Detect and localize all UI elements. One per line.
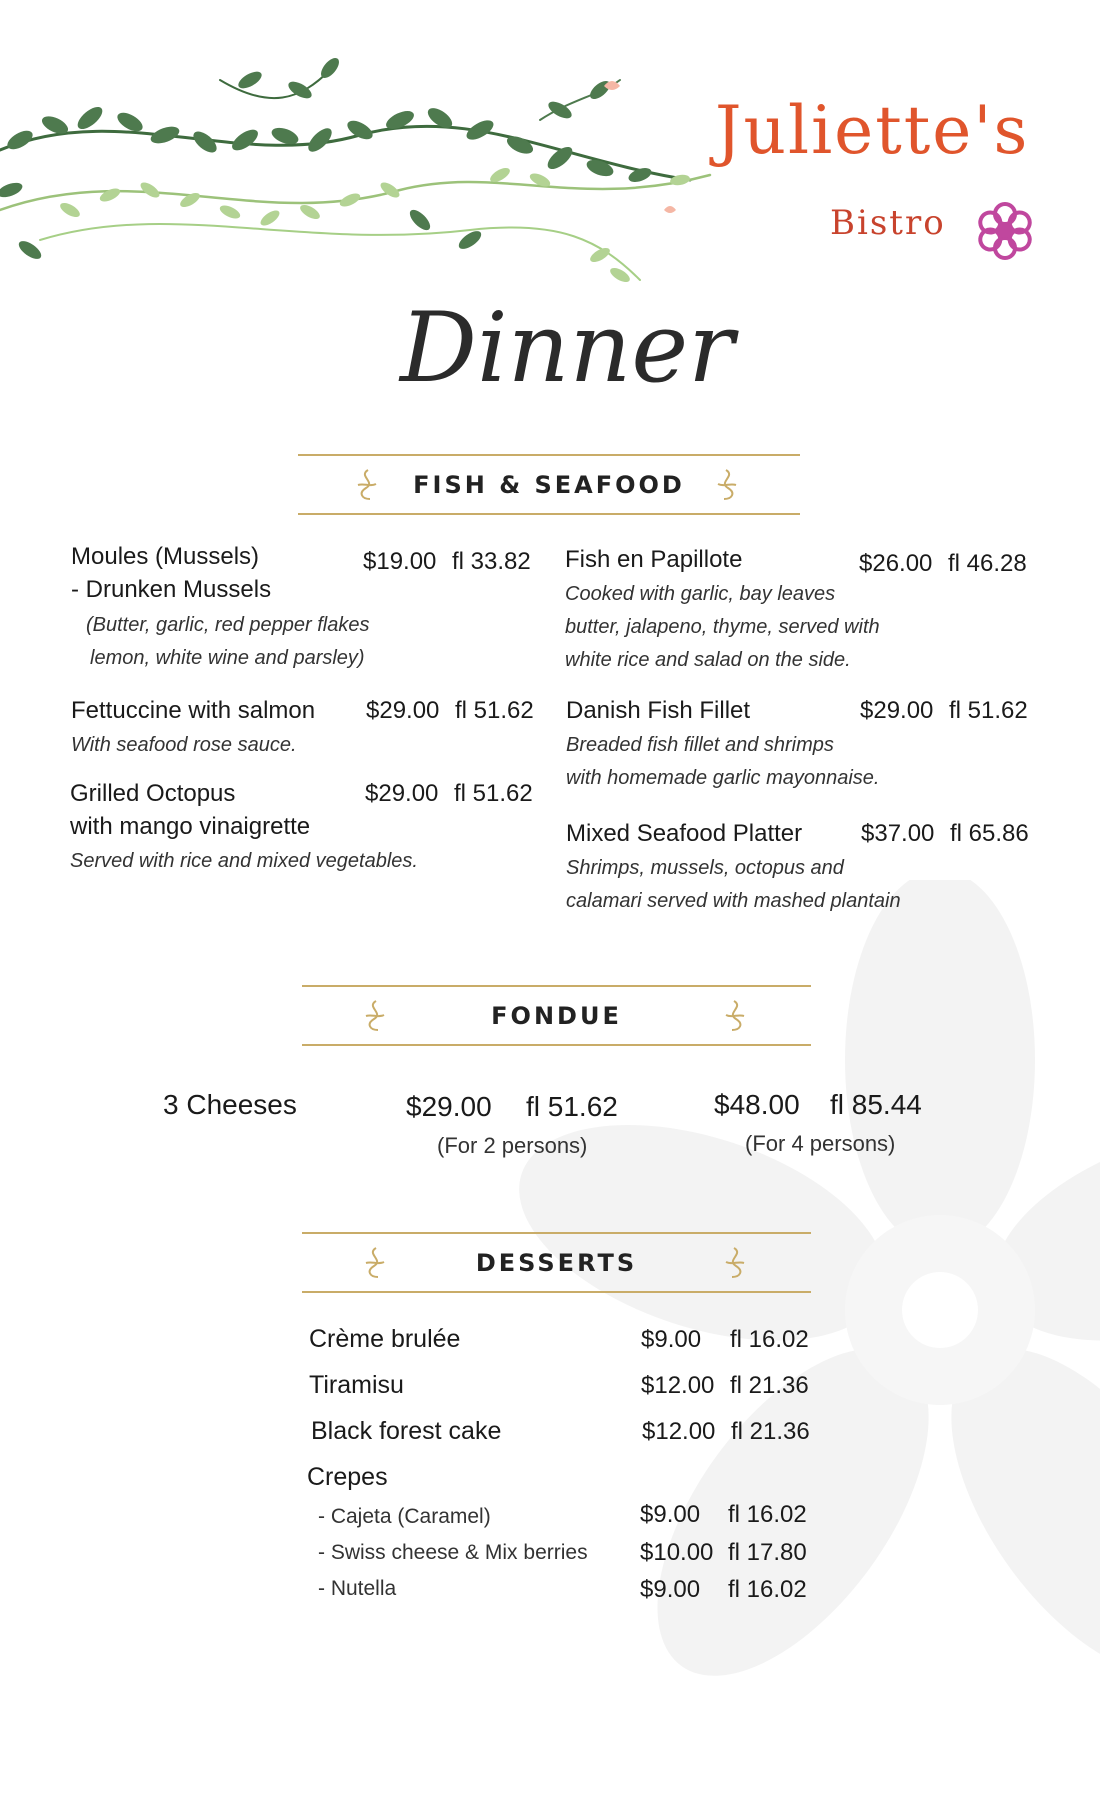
item-subname: - Drunken Mussels	[71, 576, 272, 603]
section-title-seafood: FISH & SEAFOOD	[413, 471, 685, 499]
price-fl: fl 51.62	[455, 697, 534, 724]
price-usd: $48.00	[714, 1089, 800, 1120]
price-fl: fl 51.62	[949, 697, 1028, 724]
price-usd: $37.00	[861, 820, 935, 847]
price-usd: $9.00	[640, 1576, 701, 1603]
brand-name: Juliette's	[715, 92, 1030, 169]
item-name: Crème brulée	[309, 1325, 461, 1353]
price-fl: fl 17.80	[728, 1539, 807, 1566]
price-fl: fl 16.02	[730, 1326, 809, 1353]
item-description: butter, jalapeno, thyme, served with	[565, 616, 880, 638]
price-fl: fl 21.36	[730, 1372, 809, 1399]
price-usd: $29.00	[406, 1091, 492, 1122]
price-fl: fl 65.86	[950, 820, 1029, 847]
item-description: Served with rice and mixed vegetables.	[70, 850, 418, 872]
item-name: Tiramisu	[309, 1371, 404, 1399]
flower-logo-icon	[972, 198, 1038, 264]
section-header-seafood	[298, 454, 800, 515]
price-fl: fl 51.62	[454, 780, 533, 807]
item-description: with homemade garlic mayonnaise.	[566, 767, 880, 789]
page-title: Dinner	[400, 292, 735, 404]
price-usd: $9.00	[640, 1501, 701, 1528]
price-usd: $10.00	[640, 1539, 714, 1566]
serving-note: (For 2 persons)	[437, 1133, 588, 1158]
price-usd: $9.00	[641, 1326, 702, 1353]
ornament-swirl-icon	[724, 1246, 748, 1280]
price-usd: $29.00	[860, 697, 934, 724]
item-name: with mango vinaigrette	[70, 813, 311, 840]
ornament-swirl-icon	[716, 468, 740, 502]
price-fl: fl 21.36	[731, 1418, 810, 1445]
item-description: lemon, white wine and parsley)	[90, 647, 365, 669]
item-description: Cooked with garlic, bay leaves	[565, 583, 836, 605]
brand-sub: Bistro	[830, 203, 946, 243]
item-description: With seafood rose sauce.	[71, 734, 297, 756]
item-name: Moules (Mussels)	[71, 543, 260, 570]
price-fl: fl 16.02	[728, 1576, 807, 1603]
item-variant: - Nutella	[318, 1577, 397, 1600]
price-fl: fl 46.28	[948, 550, 1027, 577]
price-usd: $19.00	[363, 548, 437, 575]
section-title-desserts: DESSERTS	[475, 1249, 638, 1277]
item-name: Crepes	[307, 1463, 388, 1491]
item-description: Breaded fish fillet and shrimps	[566, 734, 834, 756]
section-title-fondue: FONDUE	[491, 1002, 622, 1030]
item-name: Danish Fish Fillet	[566, 697, 751, 724]
price-fl: fl 51.62	[526, 1091, 618, 1122]
item-variant: - Swiss cheese & Mix berries	[318, 1541, 588, 1564]
item-description: (Butter, garlic, red pepper flakes	[86, 614, 370, 636]
price-usd: $12.00	[641, 1372, 715, 1399]
price-usd: $26.00	[859, 550, 933, 577]
item-name: Fettuccine with salmon	[71, 697, 316, 724]
price-usd: $29.00	[366, 697, 440, 724]
price-fl: fl 85.44	[830, 1089, 922, 1120]
item-description: white rice and salad on the side.	[565, 649, 851, 671]
section-header-desserts	[302, 1232, 811, 1293]
item-name: Fish en Papillote	[565, 546, 743, 573]
price-fl: fl 33.82	[452, 548, 531, 575]
price-usd: $12.00	[642, 1418, 716, 1445]
item-name: Black forest cake	[311, 1417, 502, 1445]
price-usd: $29.00	[365, 780, 439, 807]
price-fl: fl 16.02	[728, 1501, 807, 1528]
ornament-swirl-icon	[724, 999, 748, 1033]
section-header-fondue	[302, 985, 811, 1046]
item-name: Mixed Seafood Platter	[566, 820, 803, 847]
serving-note: (For 4 persons)	[745, 1131, 896, 1156]
item-name: 3 Cheeses	[163, 1089, 297, 1120]
item-variant: - Cajeta (Caramel)	[318, 1505, 491, 1528]
item-name: Grilled Octopus	[70, 780, 236, 807]
vine-decoration-icon	[0, 40, 720, 300]
item-description: Shrimps, mussels, octopus and	[566, 857, 844, 879]
item-description: calamari served with mashed plantain	[566, 890, 901, 912]
